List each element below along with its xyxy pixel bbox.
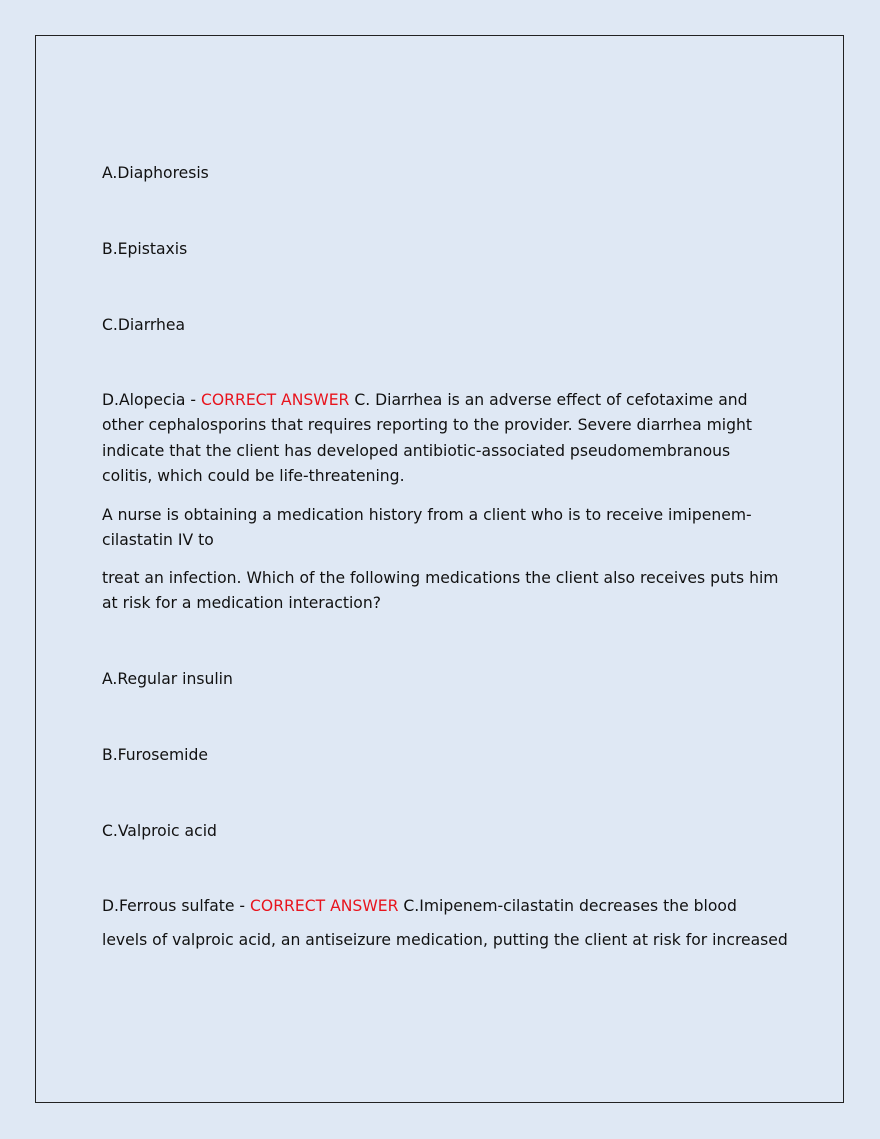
q1-explanation-line: C. Diarrhea is an adverse effect of cefotaxime and xyxy=(349,391,748,409)
q2-option-b: B.Furosemide xyxy=(102,746,208,764)
q2-option-c: C.Valproic acid xyxy=(102,822,217,840)
q2-explanation-line: C.Imipenem-cilastatin decreases the blood xyxy=(398,897,737,915)
q1-explanation-line: indicate that the client has developed antibiotic-associated pseudomembranous xyxy=(102,442,731,460)
q2-stem-line: cilastatin IV to xyxy=(102,531,214,549)
q2-stem-line: at risk for a medication interaction? xyxy=(102,594,381,612)
q1-option-b: B.Epistaxis xyxy=(102,240,188,258)
q1-option-d: D.Alopecia - xyxy=(102,391,201,409)
q2-stem-line: treat an infection. Which of the following medications the client also receives puts him xyxy=(102,569,779,587)
q1-option-d-line xyxy=(102,388,748,413)
q2-explanation-line: levels of valproic acid, an antiseizure medication, putting the client at risk for increased xyxy=(102,931,788,949)
q2-stem-line: A nurse is obtaining a medication history from a client who is to receive imipenem- xyxy=(102,506,752,524)
q1-option-c: C.Diarrhea xyxy=(102,316,186,334)
q2-option-a: A.Regular insulin xyxy=(102,670,233,688)
q2-correct-answer-label: CORRECT ANSWER xyxy=(250,897,399,915)
q1-option-a: A.Diaphoresis xyxy=(102,164,209,182)
q1-correct-answer-label: CORRECT ANSWER xyxy=(201,391,350,409)
q1-explanation-line: colitis, which could be life-threatening. xyxy=(102,467,405,485)
q2-option-d-line xyxy=(102,894,737,919)
q2-option-d: D.Ferrous sulfate - xyxy=(102,897,251,915)
q1-explanation-line: other cephalosporins that requires reporting to the provider. Severe diarrhea might xyxy=(102,416,753,434)
